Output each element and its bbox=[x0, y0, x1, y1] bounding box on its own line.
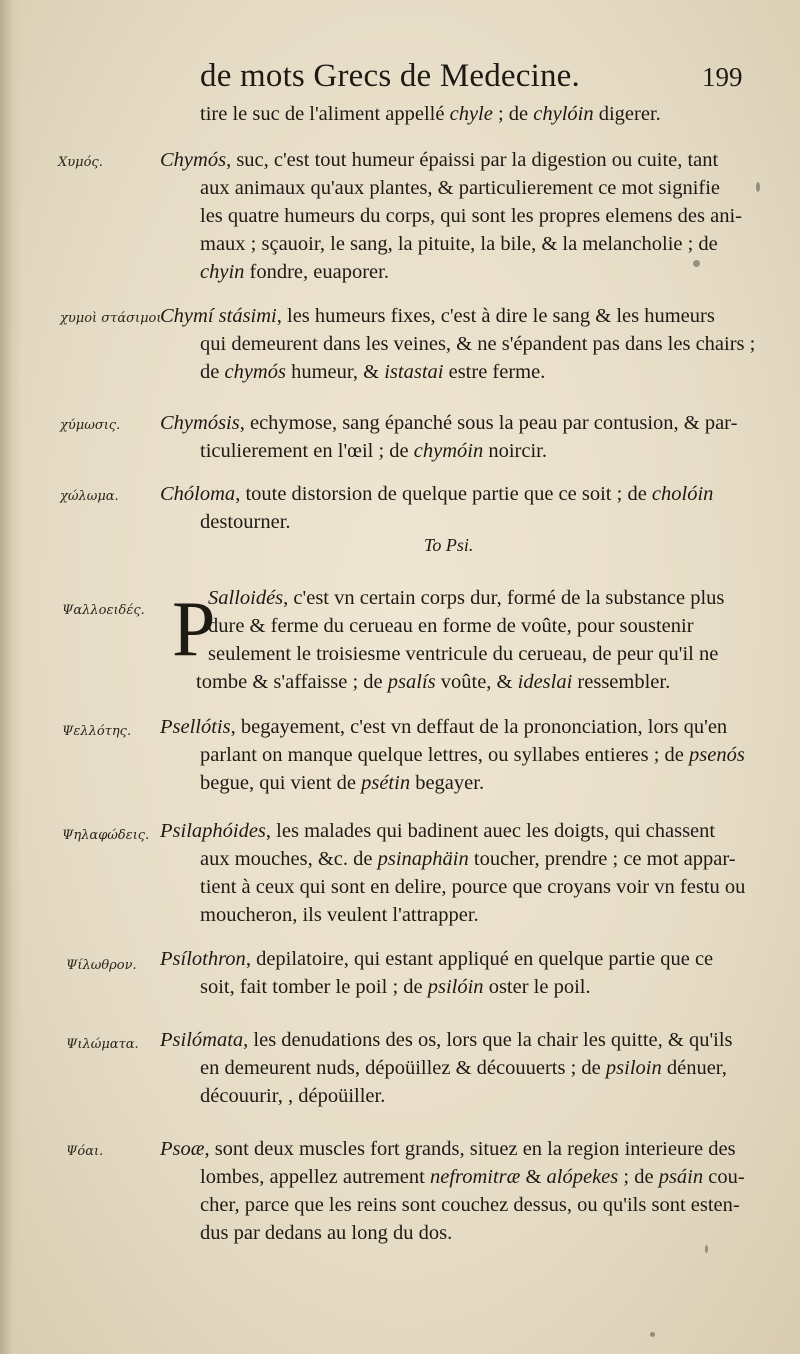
italic-term: Chymí stásimi bbox=[160, 305, 277, 327]
italic-term: Chóloma bbox=[160, 483, 236, 505]
italic-term: nefromitræ bbox=[429, 1166, 521, 1188]
entry-line: aux mouches, &c. de psinaphäin toucher, prendre ; ce mot appar- bbox=[200, 848, 736, 870]
italic-term: psenós bbox=[689, 744, 745, 766]
italic-term: istastai bbox=[384, 361, 444, 383]
entry-line: Psilómata, les denudations des os, lors que la chair les quitte, & qu'ils bbox=[160, 1029, 733, 1051]
entry-line: Psellótis, begayement, c'est vn deffaut de la prononciation, lors qu'en bbox=[160, 716, 728, 738]
entry-line: de chymós humeur, & istastai estre ferme. bbox=[200, 361, 546, 383]
page-gutter-shadow bbox=[0, 0, 22, 1354]
entry-line: dure & ferme du cerueau en forme de voûte, pour soustenir bbox=[208, 615, 694, 637]
entry-line: Psílothron, depilatoire, qui estant appliqué en quelque partie que ce bbox=[160, 948, 714, 970]
catchword: To Psi. bbox=[424, 535, 474, 555]
entry-line: Psoæ, sont deux muscles fort grands, situez en la region interieure des bbox=[160, 1138, 736, 1160]
italic-term: psalís bbox=[387, 671, 436, 693]
greek-headword: χύμωσις. bbox=[60, 418, 121, 433]
italic-term: cholóin bbox=[651, 483, 714, 505]
entry-line: tombe & s'affaisse ; de psalís voûte, & ideslai ressembler. bbox=[196, 671, 671, 693]
entry-line: parlant on manque quelque lettres, ou syllabes entieres ; de psenós bbox=[200, 744, 745, 766]
dictionary-entry bbox=[160, 480, 770, 536]
greek-headword: Ψιλώματα. bbox=[66, 1037, 139, 1052]
entry-line: Chymósis, echymose, sang épanché sous la peau par contusion, & par- bbox=[160, 412, 738, 434]
italic-term: Psellótis bbox=[160, 716, 231, 738]
entry-line: Salloidés, c'est vn certain corps dur, formé de la substance plus bbox=[208, 587, 725, 609]
italic-term: psilóin bbox=[427, 976, 484, 998]
ink-speck bbox=[693, 260, 700, 267]
greek-headword: Ψόαι. bbox=[66, 1144, 104, 1159]
italic-term: psiloin bbox=[605, 1057, 662, 1079]
entry-line: les quatre humeurs du corps, qui sont les propres elemens des ani- bbox=[200, 205, 742, 227]
entry-line: Chymós, suc, c'est tout humeur épaissi par la digestion ou cuite, tant bbox=[160, 149, 719, 171]
italic-term: psétin bbox=[361, 772, 411, 794]
italic-term: Chymósis bbox=[160, 412, 240, 434]
greek-headword: Χυμός. bbox=[58, 155, 103, 170]
continuation-line: tire le suc de l'aliment appellé chyle ; de chylóin digerer. bbox=[200, 103, 661, 125]
entry-line: en demeurent nuds, dépoüillez & découuerts ; de psiloin dénuer, bbox=[200, 1057, 727, 1079]
dictionary-entry bbox=[160, 409, 770, 465]
dictionary-entry bbox=[160, 817, 770, 929]
italic-term: chylóin bbox=[533, 103, 594, 125]
entry-line: tient à ceux qui sont en delire, pource que croyans voir vn festu ou bbox=[200, 876, 746, 898]
greek-headword: χυμοὶ στάσιμοι bbox=[60, 311, 162, 326]
drop-cap: P bbox=[172, 585, 216, 672]
entry-line: Chymí stásimi, les humeurs fixes, c'est à dire le sang & les humeurs bbox=[160, 305, 715, 327]
entry-line: qui demeurent dans les veines, & ne s'épandent pas dans les chairs ; bbox=[200, 333, 756, 355]
italic-term: Psoæ bbox=[160, 1138, 205, 1160]
entry-line: Chóloma, toute distorsion de quelque partie que ce soit ; de cholóin bbox=[160, 483, 714, 505]
page-number: 199 bbox=[702, 62, 743, 92]
entry-line: Psilaphóides, les malades qui badinent auec les doigts, qui chassent bbox=[160, 820, 716, 842]
entry-line: chyin fondre, euaporer. bbox=[200, 261, 389, 283]
dictionary-entry bbox=[160, 584, 770, 696]
entry-line: dus par dedans au long du dos. bbox=[200, 1222, 453, 1244]
italic-term: Psilaphóides bbox=[160, 820, 266, 842]
italic-term: ideslai bbox=[517, 671, 573, 693]
entry-line: cher, parce que les reins sont couchez dessus, ou qu'ils sont esten- bbox=[200, 1194, 740, 1216]
entry-line: destourner. bbox=[200, 511, 291, 533]
entry-line: seulement le troisiesme ventricule du cerueau, de peur qu'il ne bbox=[208, 643, 719, 665]
dictionary-entry bbox=[160, 146, 770, 286]
italic-term: Chymós bbox=[160, 149, 227, 171]
greek-headword: Ψηλαφώδεις. bbox=[62, 828, 150, 843]
entry-line: begue, qui vient de psétin begayer. bbox=[200, 772, 485, 794]
ink-speck bbox=[650, 1332, 655, 1337]
greek-headword: Ψίλωθρον. bbox=[66, 958, 137, 973]
running-header: de mots Grecs de Medecine. bbox=[200, 58, 580, 94]
italic-term: chymóin bbox=[413, 440, 484, 462]
italic-term: alópekes bbox=[546, 1166, 619, 1188]
greek-headword: Ψαλλοειδές. bbox=[62, 603, 145, 618]
italic-term: chyle bbox=[449, 103, 493, 125]
italic-term: Salloidés bbox=[208, 587, 284, 609]
greek-headword: Ψελλότης. bbox=[62, 724, 132, 739]
italic-term: chyin bbox=[200, 261, 245, 283]
entry-line: lombes, appellez autrement nefromitræ & alópekes ; de psáin cou- bbox=[200, 1166, 745, 1188]
entry-line: moucheron, ils veulent l'attrapper. bbox=[200, 904, 479, 926]
ink-speck bbox=[705, 1245, 708, 1253]
italic-term: Psílothron bbox=[160, 948, 246, 970]
ink-speck bbox=[756, 182, 760, 192]
entry-line: aux animaux qu'aux plantes, & particulierement ce mot signifie bbox=[200, 177, 721, 199]
entry-line: ticulierement en l'œil ; de chymóin noircir. bbox=[200, 440, 547, 462]
dictionary-entry bbox=[160, 945, 770, 1001]
italic-term: psinaphäin bbox=[377, 848, 469, 870]
entry-line: soit, fait tomber le poil ; de psilóin oster le poil. bbox=[200, 976, 591, 998]
entry-line: maux ; sçauoir, le sang, la pituite, la bile, & la melancholie ; de bbox=[200, 233, 718, 255]
dictionary-entry bbox=[160, 302, 770, 386]
italic-term: Psilómata bbox=[160, 1029, 244, 1051]
greek-headword: χώλωμα. bbox=[60, 489, 119, 504]
dictionary-entry bbox=[160, 1135, 770, 1247]
dictionary-entry bbox=[160, 1026, 770, 1110]
italic-term: chymós bbox=[224, 361, 286, 383]
dictionary-entry bbox=[160, 713, 770, 797]
italic-term: psáin bbox=[658, 1166, 704, 1188]
entry-line: découurir, , dépoüiller. bbox=[200, 1085, 386, 1107]
